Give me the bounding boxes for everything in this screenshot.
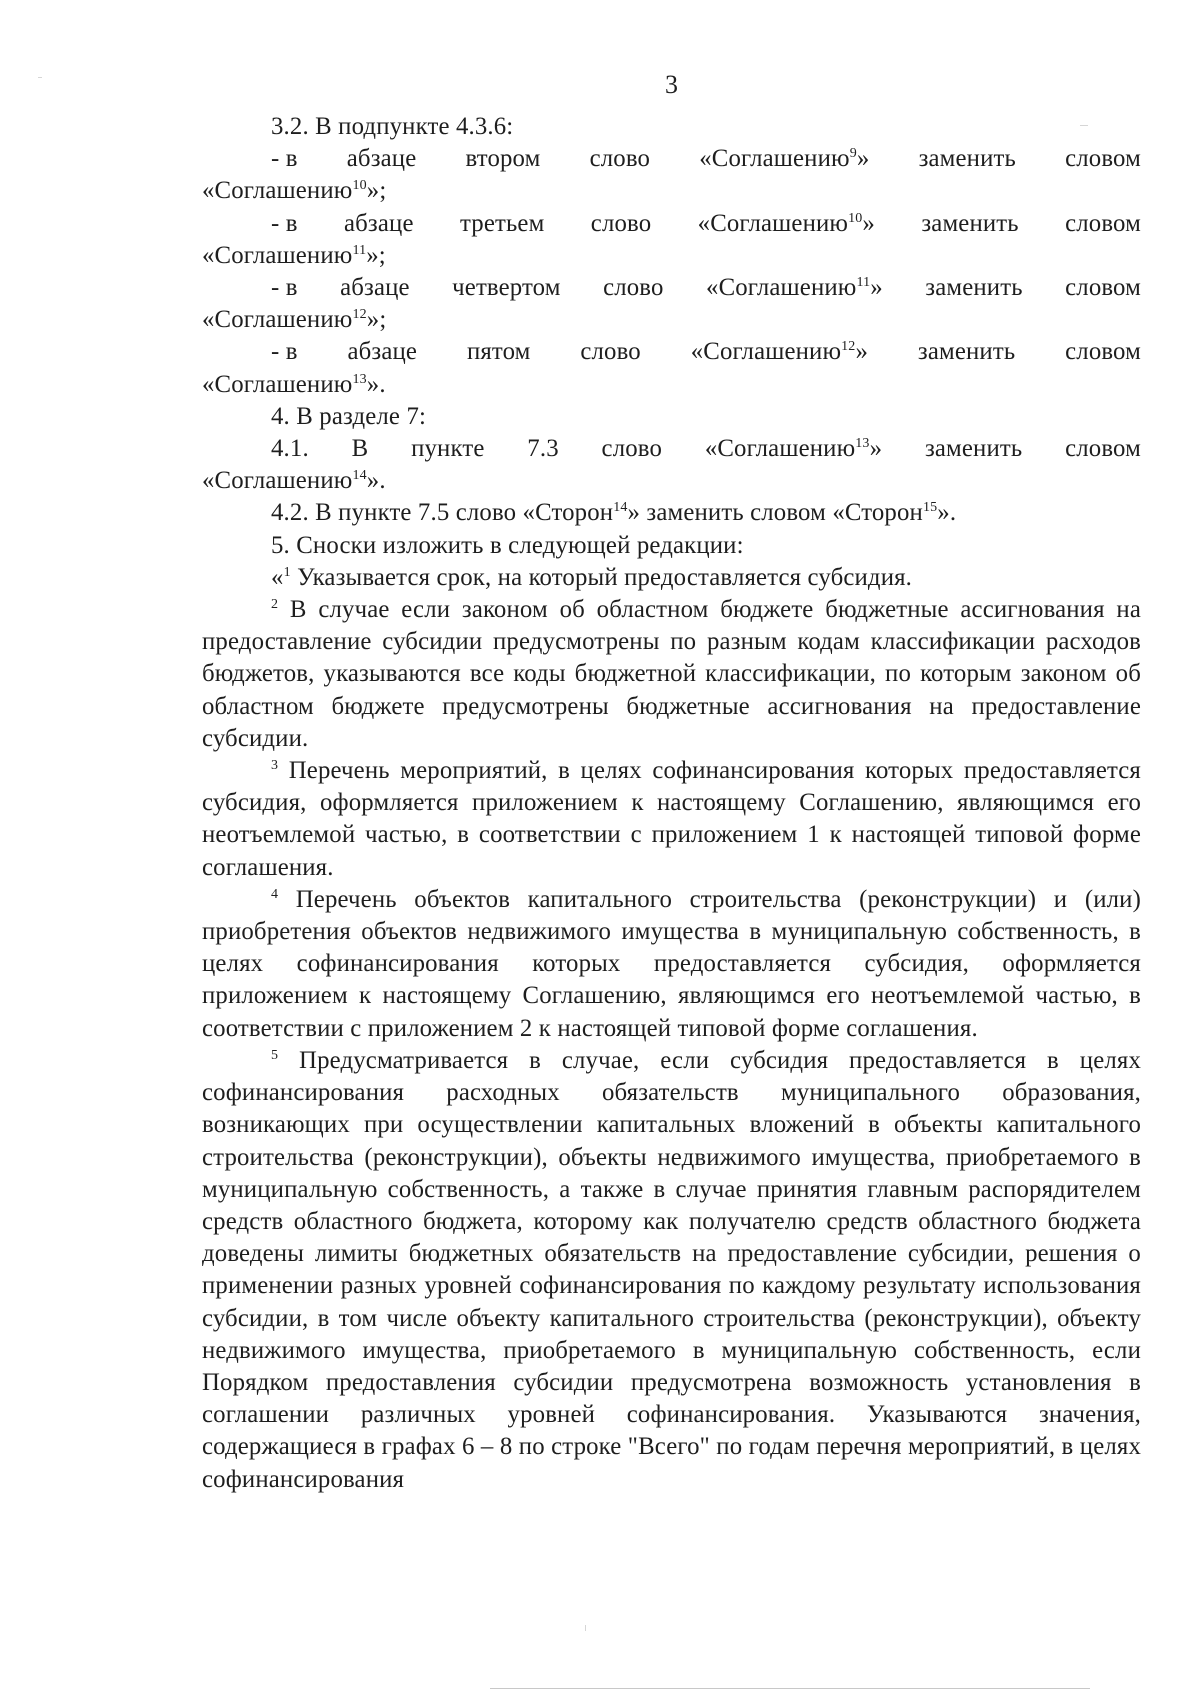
footnote-2: $^2$ В случае если законом об областном бюджете бюджетные ассигнования на предоставление субсидии предусмотрены по разным кодам классификации расходов бюджетов, указываются все коды бюджетной классификации, по которым законом об областном бюджете предусмотрены бюджетные ассигнования на предоставление субсидии. [202,596,1141,752]
bottom-scan-line [490,1688,1090,1689]
paragraph-4-1: 4.1. В пункте 7.3 слово «Соглашению$^{13}$» заменить словом [271,435,1141,463]
footnote-5: $^5$ Предусматривается в случае, если субсидия предоставляется в целях софинансирования расходных обязательств муниципального образования, возникающих при осуществлении капитальных вложений в объекты капитального строительства (реконструкции), объекты недвижимого имущества, приобретаемого в муниципальную собственность, а также в случае принятия главным распорядителем средств областного бюджета, которому как получателю средств областного бюджета доведены лимиты бюджетных обязательств на предоставление субсидии, решения о применении разных уровней софинансирования по каждому результату использования субсидии, в том числе объекту капитального строительства (реконструкции), объекту недвижимого имущества, приобретаемого в муниципальную собственность, если Порядком предоставления субсидии предусмотрена возможность установления в соглашении различных уровней софинансирования. Указываются значения, содержащиеся в графах 6 – 8 по строке "Всего" по годам перечня мероприятий, в целях софинансирования [202,1046,1141,1493]
paragraph-3-2-item-1: - в абзаце втором слово «Соглашению$^9$» заменить словом [271,145,1141,173]
paragraph-3-2-item-2: - в абзаце третьем слово «Соглашению$^{10}$» заменить словом [271,209,1141,237]
paragraph-3-2-item-2-tail: «Соглашению$^{11}$»; [202,241,386,269]
scan-speck [585,1625,586,1631]
paragraph-5-heading: 5. Сноски изложить в следующей редакции: [271,531,744,559]
paragraph-3-2-item-4: - в абзаце пятом слово «Соглашению$^{12}$» заменить словом [271,338,1141,366]
paragraph-3-2-item-3-tail: «Соглашению$^{12}$»; [202,306,387,334]
paragraph-4-1-tail: «Соглашению$^{14}$». [202,467,386,495]
document-body [202,111,1141,1496]
footnote-3: $^3$ Перечень мероприятий, в целях софинансирования которых предоставляется субсидия, оформляется приложением к настоящему Соглашению, являющимся его неотъемлемой частью, в соответствии с приложением 1 к настоящей типовой форме соглашения. [202,757,1141,881]
paragraph-3-2-item-4-tail: «Соглашению$^{13}$». [202,370,386,398]
page-number: 3 [665,70,678,99]
scan-speck [1080,125,1088,126]
paragraph-3-2-item-3: - в абзаце четвертом слово «Соглашению$^{11}$» заменить словом [271,274,1141,302]
footnote-4: $^4$ Перечень объектов капитального строительства (реконструкции) и (или) приобретения объектов недвижимого имущества в муниципальную собственность, в целях софинансирования которых предоставляется субсидия, оформляется приложением к настоящему Соглашению, являющимся его неотъемлемой частью, в соответствии с приложением 2 к настоящей типовой форме соглашения. [202,885,1141,1042]
scan-speck [38,77,42,78]
paragraph-4-heading: 4. В разделе 7: [271,402,427,430]
paragraph-4-2: 4.2. В пункте 7.5 слово «Сторон$^{14}$» заменить словом «Сторон$^{15}$». [271,499,957,527]
paragraph-3-2-heading: 3.2. В подпункте 4.3.6: [271,113,514,140]
footnote-1: «$^1$ Указывается срок, на который предоставляется субсидия. [271,563,913,591]
paragraph-3-2-item-1-tail: «Соглашению$^{10}$»; [202,177,387,205]
